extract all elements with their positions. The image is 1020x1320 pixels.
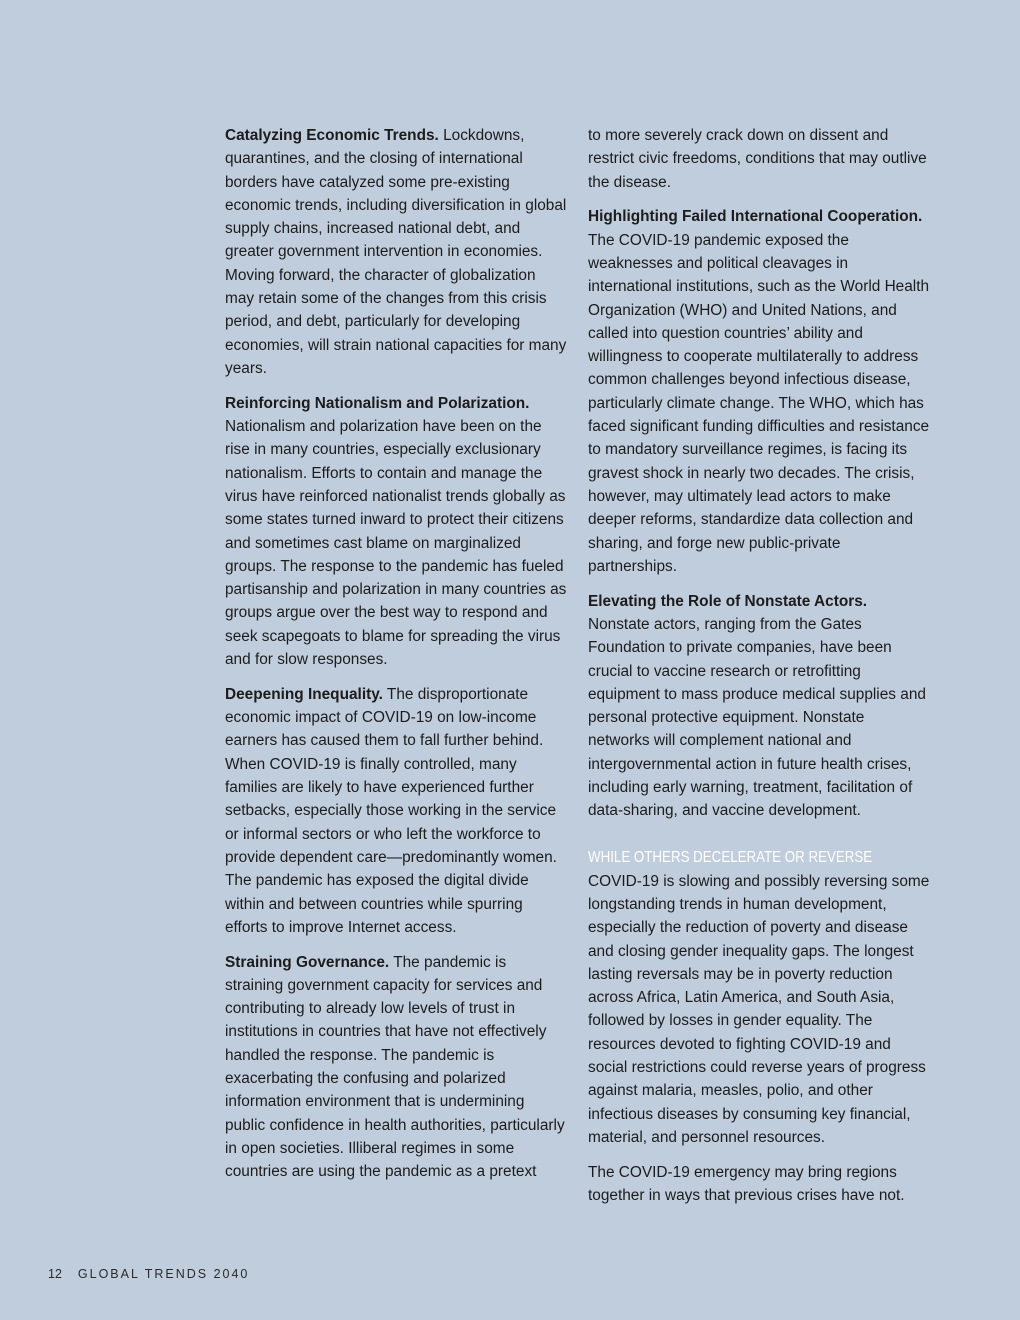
paragraph-body: The pandemic is straining government capacity for services and contributing to already low levels of trust in institutions in countries that have not effectively handled the response. The pandemic is exacerbating the confusing and polarized information environment that is undermining public confidence in health authorities, particularly in open societies. Illiberal regimes in some countries are using the pandemic as a pretext — [225, 953, 565, 1181]
paragraph-body: Nationalism and polarization have been on the rise in many countries, especially exclusionary nationalism. Efforts to contain and manage the virus have reinforced nationalist trends globally as some states turned inward to protect their citizens and sometimes cast blame on marginalized groups. The response to the pandemic has fueled partisanship and polarization in many countries as groups argue over the best way to respond and seek scapegoats to blame for spreading the virus and for slow responses. — [225, 418, 567, 669]
paragraph-body: Nonstate actors, ranging from the Gates Foundation to private companies, have been crucial to vaccine research or retrofitting equipment to mass produce medical supplies and personal protective equipment. Nonstate networks will complement national and intergovernmental action in future health crises, including early warning, treatment, facilitation of data-sharing, and vaccine development. — [588, 615, 926, 820]
paragraph-lead: Reinforcing Nationalism and Polarization. — [225, 394, 530, 412]
paragraph-body: The COVID-19 emergency may bring regions together in ways that previous crises have not. — [588, 1163, 905, 1204]
paragraph-failed-international-cooperation — [588, 205, 930, 578]
page-footer — [48, 1266, 249, 1282]
paragraph-lead: Deepening Inequality. — [225, 685, 383, 703]
paragraph-lead: Catalyzing Economic Trends. — [225, 127, 439, 144]
paragraph-nonstate-actors — [588, 590, 930, 823]
left-column — [225, 124, 567, 1195]
paragraph-body: to more severely crack down on dissent and restrict civic freedoms, conditions that may outlive the disease. — [588, 127, 927, 191]
publication-title: GLOBAL TRENDS 2040 — [77, 1267, 250, 1281]
section-heading: WHILE OTHERS DECELERATE OR REVERSE — [588, 848, 873, 866]
paragraph-reversing-trends — [588, 870, 930, 1150]
paragraph-body: The disproportionate economic impact of COVID-19 on low-income earners has caused them to fall further behind. When COVID-19 is finally controlled, many families are likely to have experienced further setbacks, especially those working in the service or informal sectors or who left the workforce to provide dependent care—predominantly women. The pandemic has exposed the digital divide within and between countries while spurring efforts to improve Internet access. — [225, 685, 557, 936]
paragraph-deepening-inequality — [225, 683, 567, 939]
paragraph-lead: Straining Governance. — [225, 953, 390, 971]
paragraph-straining-governance — [225, 951, 567, 1184]
paragraph-bring-regions-together — [588, 1161, 930, 1208]
paragraph-reinforcing-nationalism — [225, 392, 567, 672]
paragraph-body: COVID-19 is slowing and possibly reversing some longstanding trends in human development, especially the reduction of poverty and disease and closing gender inequality gaps. The longest lasting reversals may be in poverty reduction across Africa, Latin America, and South Asia, followed by losses in gender equality. The resources devoted to fighting COVID-19 and social restrictions could reverse years of progress against malaria, measles, polio, and other infectious diseases by consuming key financial, material, and personnel resources. — [588, 872, 930, 1146]
page-number: 12 — [48, 1267, 62, 1281]
paragraph-continuation — [588, 124, 930, 194]
paragraph-lead: Highlighting Failed International Cooperation. — [588, 208, 923, 226]
paragraph-lead: Elevating the Role of Nonstate Actors. — [588, 592, 868, 610]
paragraph-body: The COVID-19 pandemic exposed the weaknesses and political cleavages in international institutions, such as the World Health Organization (WHO) and United Nations, and called into question countries’ ability and willingness to cooperate multilaterally to address common challenges beyond infectious disease, particularly climate change. The WHO, which has faced significant funding difficulties and resistance to mandatory surveillance regimes, is facing its gravest shock in nearly two decades. The crisis, however, may ultimately lead actors to make deeper reforms, standardize data collection and sharing, and forge new public-private partnerships. — [588, 231, 930, 575]
paragraph-body: Lockdowns, quarantines, and the closing of international borders have catalyzed some pre-existing economic trends, including diversification in global supply chains, increased national debt, and greater government intervention in economies. Moving forward, the character of globalization may retain some of the changes from this crisis period, and debt, particularly for developing economies, will strain national capacities for many years. — [225, 127, 567, 377]
paragraph-catalyzing-economic-trends — [225, 124, 567, 380]
right-column — [588, 124, 930, 1219]
